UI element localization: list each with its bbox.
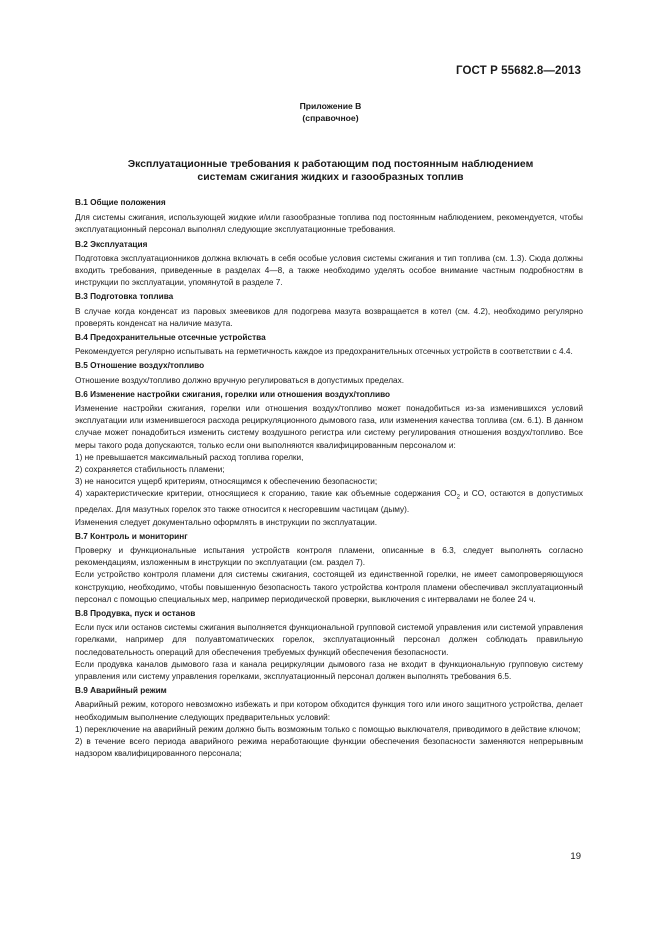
section-b4-heading: В.4 Предохранительные отсечные устройства (75, 333, 266, 343)
section-b8-heading: В.8 Продувка, пуск и останов (75, 608, 196, 618)
section-b5-paragraph: Отношение воздух/топливо должно вручную регулироваться в допустимых пределах. (75, 375, 405, 385)
annex-note: (справочное) (302, 113, 359, 123)
section-b4-paragraph: Рекомендуется регулярно испытывать на герметичность каждое из предохранительных отсечных устройств в соответствии с 4.4. (75, 347, 573, 357)
section-b3-paragraph: В случае когда конденсат из паровых змеевиков для подогрева мазута возвращается в котел (см. 4.2), необходимо регулярно проверять конденсат на наличие мазута. (75, 306, 583, 328)
section-b9-heading: В.9 Аварийный режим (75, 686, 167, 696)
section-b2-paragraph: Подготовка эксплуатационников должна включать в себя особые условия системы сжигания и тип топлива (см. 1.3). Сюда должны входить требования, приведенные в разделах 4—8, а также необходимо уделять особое внимание частным подробностям в инструкции по эксплуатации, упомянутой в разделе 7. (75, 253, 583, 288)
section-b2-heading: В.2 Эксплуатация (75, 239, 148, 249)
title-line-2: системам сжигания жидких и газообразных топлив (197, 172, 464, 183)
section-b9-item-1: 1) переключение на аварийный режим должно быть возможным только с помощью выключателя, приводимого в действие ключом; (75, 724, 581, 734)
section-b6-paragraph-1: Изменение настройки сжигания, горелки или отношения воздух/топливо может понадобиться из-за изменившихся условий эксплуатации или изменившегося расхода рециркуляционного дымового газа, или изменения качества топлива (см. 6.1). В данном случае может понадобиться изменить систему воздушного регистра или систему регулирования отношения воздух/топливо. Все меры такого рода допускаются, только если они выполняются квалифицированным персоналом и: (75, 404, 583, 450)
section-b6-item-1: 1) не превышается максимальный расход топлива горелки, (75, 452, 304, 462)
document-title (40, 158, 621, 184)
section-b1-heading: В.1 Общие положения (75, 198, 166, 207)
section-b9-paragraph: Аварийный режим, которого невозможно избежать и при котором обходится функция того или иного защитного устройства, делает необходимым выполнение следующих предварительных условий: (75, 700, 583, 722)
section-b6-heading: В.6 Изменение настройки сжигания, горелки или отношения воздух/топливо (75, 389, 391, 399)
section-b9-item-2: 2) в течение всего периода аварийного режима неработающие функции обеспечения безопасности заменяются непрерывным надзором квалифицированного персонала; (75, 736, 583, 759)
section-b6-paragraph-2: Изменения следует документально оформлять в инструкции по эксплуатации. (75, 517, 378, 527)
document-code: ГОСТ Р 55682.8—2013 (456, 65, 581, 77)
section-b8-paragraph-1: Если пуск или останов системы сжигания выполняется функциональной групповой системой управления или системой управления горелками, например для полуавтоматических горелок, эксплуатационный персонал должен соблюдать правильную последовательность операций для обеспечения требуемых функций обеспечения безопасности. (75, 623, 583, 657)
annex-heading (0, 100, 661, 124)
section-b6-item-4 (75, 488, 583, 516)
section-b7-heading: В.7 Контроль и мониторинг (75, 531, 188, 541)
annex-title: Приложение В (299, 101, 362, 111)
item-4-text-end: и CO, остаются в допустимых пределах. Для мазутных горелок это также относится к несгоревшим частицам (дыму). (75, 489, 584, 515)
section-b7-paragraph-1: Проверку и функциональные испытания устройств контроля пламени, описанные в 6.3, следует выполнять согласно рекомендациям, изложенным в инструкции по эксплуатации (см. раздел 7). (75, 545, 583, 568)
page-number: 19 (570, 851, 581, 862)
section-b3-heading: В.3 Подготовка топлива (75, 292, 174, 302)
section-b7-paragraph-2: Если устройство контроля пламени для системы сжигания, состоящей из единственной горелки, не имеет самопроверяющуюся конструкцию, необходимо, чтобы повышенную безопасность такого устройства контроля пламени обеспечивал эксплуатационный персонал с помощью специальных мер, например периодической проверки, выключения с интервалами не более 24 ч. (75, 570, 583, 604)
section-b1-paragraph: Для системы сжигания, использующей жидкие и/или газообразные топлива под постоянным наблюдением, рекомендуется, чтобы эксплуатационный персонал выполнял следующие эксплуатационные требования. (75, 213, 583, 235)
section-b6-item-2: 2) сохраняется стабильность пламени; (75, 465, 225, 475)
document-body (75, 197, 583, 760)
section-b5-heading: В.5 Отношение воздух/топливо (75, 361, 205, 371)
section-b8-paragraph-2: Если продувка каналов дымового газа и канала рециркуляции дымового газа не входит в функциональную групповую систему управления или систему управления горелками, эксплуатационный персонал должен выполнять требования 6.5. (75, 659, 583, 681)
item-4-text-start: 4) характеристические критерии, относящиеся к сгоранию, такие как объемные содержания CO (75, 489, 457, 499)
title-line-1: Эксплуатационные требования к работающим под постоянным наблюдением (127, 159, 534, 170)
co2-subscript: 2 (456, 495, 460, 502)
section-b6-item-3: 3) не наносится ущерб критериям, относящимся к обеспечению безопасности; (75, 477, 378, 487)
